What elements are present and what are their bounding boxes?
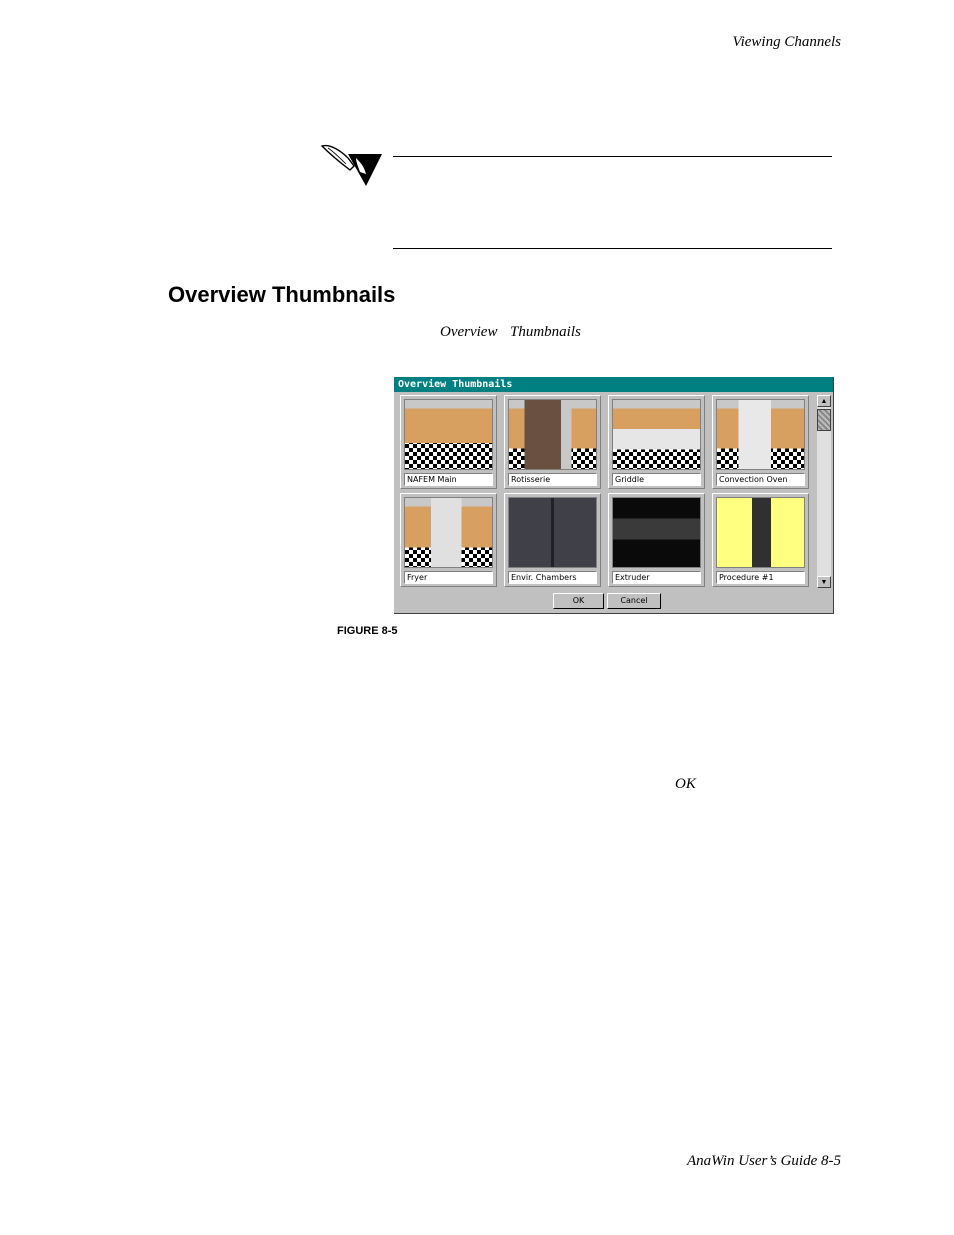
ok-button[interactable]: OK bbox=[553, 593, 604, 609]
running-footer: AnaWin User’s Guide 8-5 bbox=[686, 1153, 841, 1169]
thumbnail-label: Convection Oven bbox=[716, 473, 805, 486]
thumbnail-image bbox=[612, 399, 701, 470]
figure-label: FIGURE 8-5 bbox=[337, 625, 398, 637]
thumbnail-label: NAFEM Main bbox=[404, 473, 493, 486]
italic-ref-thumbnails: Thumbnails bbox=[510, 324, 581, 340]
thumbnail-image bbox=[508, 399, 597, 470]
thumbnail-image bbox=[716, 399, 805, 470]
overview-thumbnails-dialog bbox=[394, 377, 834, 614]
scroll-down-arrow-icon[interactable]: ▼ bbox=[817, 576, 831, 588]
running-header: Viewing Channels bbox=[732, 34, 841, 50]
note-bottom-rule bbox=[393, 248, 832, 249]
italic-ref-ok: OK bbox=[675, 776, 696, 792]
thumbnail-convection-oven[interactable] bbox=[712, 395, 809, 489]
thumbnail-label: Procedure #1 bbox=[716, 571, 805, 584]
note-pen-icon bbox=[320, 142, 384, 188]
thumbnail-image bbox=[612, 497, 701, 568]
thumbnail-image bbox=[508, 497, 597, 568]
thumbnail-grid bbox=[400, 395, 814, 588]
dialog-titlebar: Overview Thumbnails bbox=[394, 377, 833, 392]
thumbnail-image bbox=[716, 497, 805, 568]
thumbnail-label: Fryer bbox=[404, 571, 493, 584]
scroll-thumb[interactable] bbox=[817, 409, 831, 431]
thumbnail-nafem-main[interactable] bbox=[400, 395, 497, 489]
thumbnail-fryer[interactable] bbox=[400, 493, 497, 587]
cancel-button[interactable]: Cancel bbox=[607, 593, 661, 609]
thumbnail-griddle[interactable] bbox=[608, 395, 705, 489]
thumbnail-label: Griddle bbox=[612, 473, 701, 486]
thumbnail-procedure-1[interactable] bbox=[712, 493, 809, 587]
note-top-rule bbox=[393, 156, 832, 157]
scroll-up-arrow-icon[interactable]: ▲ bbox=[817, 395, 831, 407]
section-title: Overview Thumbnails bbox=[168, 282, 396, 307]
thumbnail-label: Rotisserie bbox=[508, 473, 597, 486]
thumbnail-label: Envir. Chambers bbox=[508, 571, 597, 584]
thumbnail-envir-chambers[interactable] bbox=[504, 493, 601, 587]
thumbnail-image bbox=[404, 497, 493, 568]
vertical-scrollbar[interactable] bbox=[817, 395, 831, 588]
italic-ref-overview: Overview bbox=[440, 324, 498, 340]
thumbnail-image bbox=[404, 399, 493, 470]
thumbnail-rotisserie[interactable] bbox=[504, 395, 601, 489]
thumbnail-label: Extruder bbox=[612, 571, 701, 584]
thumbnail-extruder[interactable] bbox=[608, 493, 705, 587]
